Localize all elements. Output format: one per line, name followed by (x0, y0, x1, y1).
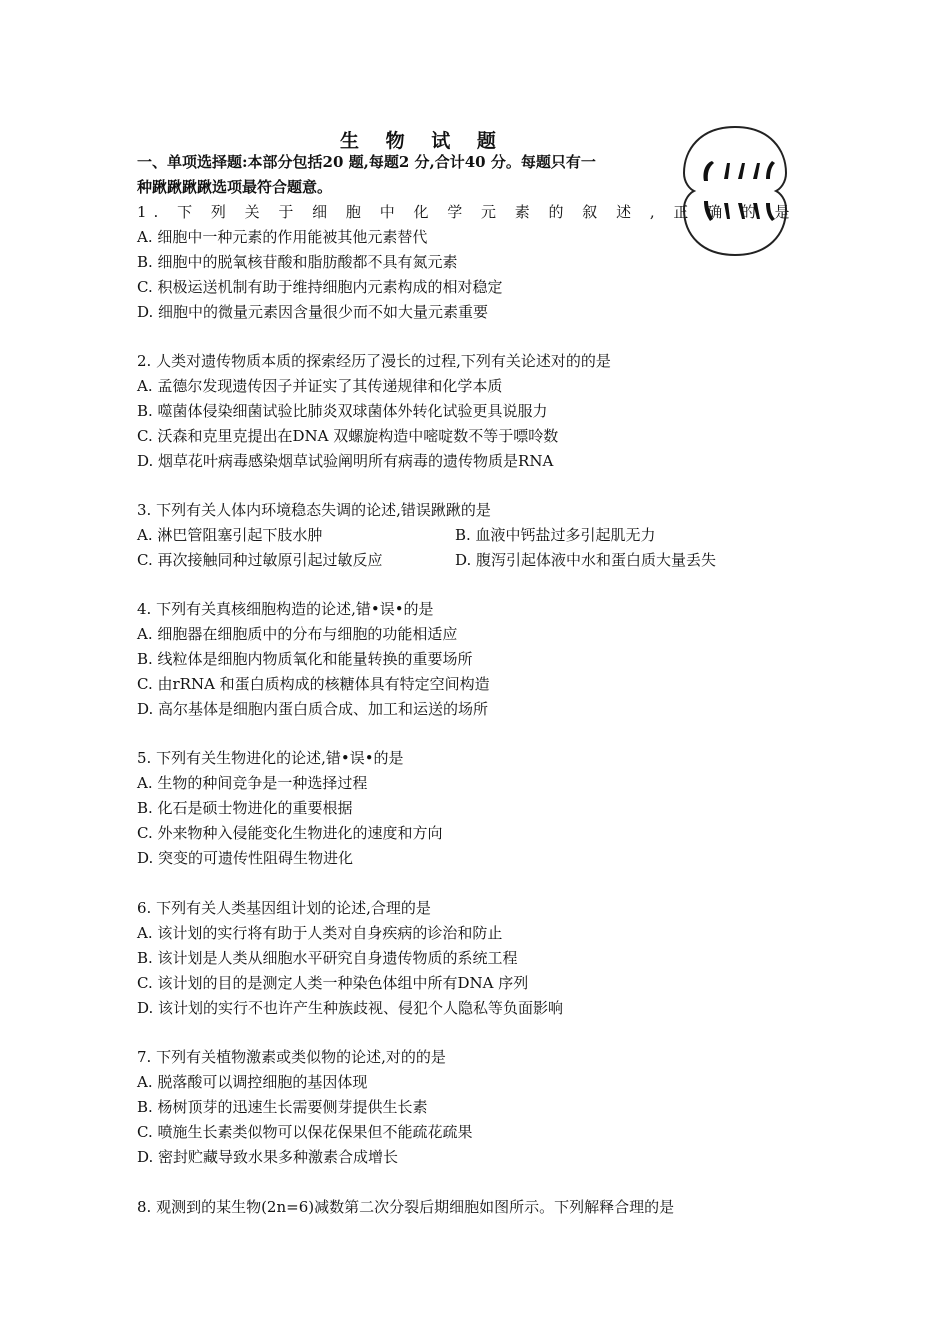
option-d: D. 突变的可遗传性阻碍生物进化 (137, 849, 354, 867)
option-b: B. 该计划是人类从细胞水平研究自身遗传物质的系统工程 (137, 949, 518, 967)
question-4 (137, 597, 817, 722)
option-b: B. 杨树顶芽的迅速生长需要侧芽提供生长素 (137, 1098, 428, 1116)
question-stem: 4. 下列有关真核细胞构造的论述,错•误•的是 (137, 600, 434, 618)
section-heading (137, 150, 677, 200)
option-a: A. 脱落酸可以调控细胞的基因体现 (137, 1073, 368, 1091)
option-a: A. 细胞中一种元素的作用能被其他元素替代 (137, 228, 428, 246)
question-1 (137, 200, 817, 325)
option-c: C. 再次接触同种过敏原引起过敏反应 (137, 551, 383, 569)
question-8 (137, 1195, 817, 1220)
question-stem: 2. 人类对遗传物质本质的探索经历了漫长的过程,下列有关论述对的的是 (137, 352, 611, 370)
option-d: D. 烟草花叶病毒感染烟草试验阐明所有病毒的遗传物质是RNA (137, 452, 554, 470)
question-stem: 7. 下列有关植物激素或类似物的论述,对的的是 (137, 1048, 446, 1066)
option-c: C. 沃森和克里克提出在DNA 双螺旋构造中嘧啶数不等于嘌呤数 (137, 427, 559, 445)
upper-chromosomes (703, 161, 775, 181)
chromosome-u3 (738, 163, 745, 179)
question-stem: 8. 观测到的某生物(2n=6)减数第二次分裂后期细胞如图所示。下列解释合理的是 (137, 1198, 675, 1216)
section-heading-line-2: 种踿踿踿踿选项最符合题意。 (137, 178, 333, 196)
option-b: B. 血液中钙盐过多引起肌无力 (455, 526, 656, 544)
option-b: B. 线粒体是细胞内物质氧化和能量转换的重要场所 (137, 650, 473, 668)
option-c: C. 喷施生长素类似物可以保花保果但不能疏花疏果 (137, 1123, 473, 1141)
question-stem: 3. 下列有关人体内环境稳态失调的论述,错误踿踿的是 (137, 501, 491, 519)
question-3 (137, 498, 817, 573)
options-row-2 (137, 548, 817, 573)
option-a: A. 淋巴管阻塞引起下肢水肿 (137, 526, 323, 544)
option-d: D. 高尔基体是细胞内蛋白质合成、加工和运送的场所 (137, 700, 489, 718)
option-d: D. 该计划的实行不也许产生种族歧视、侵犯个人隐私等负面影响 (137, 999, 564, 1017)
option-c: C. 外来物种入侵能变化生物进化的速度和方向 (137, 824, 443, 842)
option-d: D. 密封贮藏导致水果多种激素合成增长 (137, 1148, 399, 1166)
options-row-1 (137, 523, 817, 548)
option-a: A. 细胞器在细胞质中的分布与细胞的功能相适应 (137, 625, 458, 643)
option-b: B. 化石是硕士物进化的重要根据 (137, 799, 353, 817)
chromosome-u2 (724, 163, 730, 179)
option-a: A. 生物的种间竞争是一种选择过程 (137, 774, 368, 792)
option-c: C. 由rRNA 和蛋白质构成的核糖体具有特定空间构造 (137, 675, 490, 693)
question-stem: 5. 下列有关生物进化的论述,错•误•的是 (137, 749, 404, 767)
question-5 (137, 746, 817, 871)
question-2 (137, 349, 817, 474)
question-stem: 1. 下 列 关 于 细 胞 中 化 学 元 素 的 叙 述 , 正 确 的 是 (137, 203, 797, 221)
question-6 (137, 896, 817, 1021)
section-heading-line-1: 一、单项选择题:本部分包括20 题,每题2 分,合计40 分。每题只有一 (137, 153, 596, 171)
page-title: 生 物 试 题 (340, 130, 506, 152)
option-c: C. 该计划的目的是测定人类一种染色体组中所有DNA 序列 (137, 974, 529, 992)
option-a: A. 孟德尔发现遗传因子并证实了其传递规律和化学本质 (137, 377, 503, 395)
question-7 (137, 1045, 817, 1170)
option-c: C. 积极运送机制有助于维持细胞内元素构成的相对稳定 (137, 278, 503, 296)
option-b: B. 噬菌体侵染细菌试验比肺炎双球菌体外转化试验更具说服力 (137, 402, 548, 420)
chromosome-u4 (753, 163, 760, 179)
question-stem: 6. 下列有关人类基因组计划的论述,合理的是 (137, 899, 431, 917)
option-a: A. 该计划的实行将有助于人类对自身疾病的诊治和防止 (137, 924, 503, 942)
chromosome-u1 (703, 161, 714, 181)
option-d: D. 腹泻引起体液中水和蛋白质大量丢失 (455, 551, 717, 569)
chromosome-u5 (766, 161, 775, 179)
option-b: B. 细胞中的脱氧核苷酸和脂肪酸都不具有氮元素 (137, 253, 458, 271)
option-d: D. 细胞中的微量元素因含量很少而不如大量元素重要 (137, 303, 489, 321)
